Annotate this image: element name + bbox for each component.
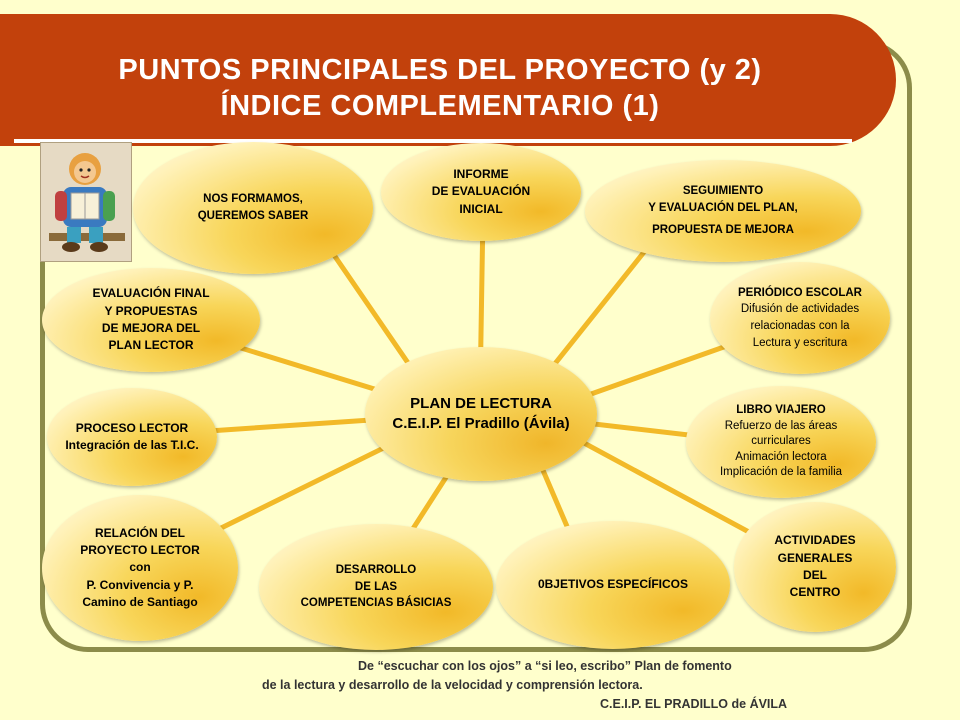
node-actividades-line2: GENERALES <box>777 550 853 565</box>
node-evaluacion-line1: EVALUACIÓN FINAL <box>92 286 210 301</box>
footer-line3: C.E.I.P. EL PRADILLO de ÁVILA <box>600 697 788 711</box>
node-relacion-line4: P. Convivencia y P. <box>86 577 194 592</box>
center-node <box>365 347 597 481</box>
node-formamos <box>133 142 373 274</box>
node-relacion-line3: con <box>129 560 151 575</box>
reading-child-icon <box>41 143 131 261</box>
node-libro-line2: Refuerzo de las áreas <box>724 419 838 432</box>
node-periodico-line3: relacionadas con la <box>750 320 850 332</box>
center-subtitle: C.E.I.P. El Pradillo (Ávila) <box>392 415 570 432</box>
node-formamos-line1: NOS FORMAMOS, <box>203 193 303 206</box>
node-actividades <box>734 502 896 632</box>
node-seguimiento <box>585 160 861 262</box>
node-relacion-line5: Camino de Santiago <box>82 595 198 610</box>
node-informe-line1: INFORME <box>453 166 509 181</box>
node-seguimiento-line1: SEGUIMIENTO <box>682 184 764 197</box>
node-objetivos-line1: 0BJETIVOS ESPECÍFICOS <box>537 577 689 592</box>
center-title: PLAN DE LECTURA <box>410 394 552 412</box>
node-relacion-line2: PROYECTO LECTOR <box>80 542 200 557</box>
page-title: PUNTOS PRINCIPALES DEL PROYECTO (y 2) <box>118 54 762 86</box>
node-libro-line3: curriculares <box>751 435 811 448</box>
node-informe-line3: INICIAL <box>459 201 503 216</box>
node-evaluacion-line3: DE MEJORA DEL <box>101 321 201 335</box>
node-libro-line5: Implicación de la familia <box>719 466 843 479</box>
node-desarrollo <box>259 524 493 650</box>
node-proceso-line2: Integración de las T.I.C. <box>65 438 199 452</box>
node-actividades-line1: ACTIVIDADES <box>774 533 856 548</box>
mascot-illustration <box>40 142 132 262</box>
node-desarrollo-line1: DESARROLLO <box>335 563 417 576</box>
node-seguimiento-line2: Y EVALUACIÓN DEL PLAN, <box>648 201 798 214</box>
node-proceso-line1: PROCESO LECTOR <box>75 420 189 435</box>
node-libro-line1: LIBRO VIAJERO <box>736 404 826 417</box>
node-periodico-line2: Difusión de actividades <box>740 303 860 316</box>
node-objetivos <box>496 521 730 649</box>
node-relacion <box>42 495 238 641</box>
node-periodico-line4: Lectura y escritura <box>752 336 848 349</box>
node-evaluacion-line4: PLAN LECTOR <box>108 338 194 353</box>
node-evaluacion-line2: Y PROPUESTAS <box>104 303 198 318</box>
node-desarrollo-line2: DE LAS <box>354 580 398 593</box>
node-actividades-line4: CENTRO <box>789 585 841 600</box>
node-periodico-line1: PERIÓDICO ESCOLAR <box>738 286 862 299</box>
page-subtitle: ÍNDICE COMPLEMENTARIO (1) <box>220 90 660 122</box>
node-formamos-line2: QUEREMOS SABER <box>197 210 309 222</box>
node-informe <box>381 143 581 241</box>
node-evaluacion <box>42 268 260 372</box>
node-libro <box>686 386 876 498</box>
node-libro-line4: Animación lectora <box>735 450 827 463</box>
node-seguimiento-line3: PROPUESTA DE MEJORA <box>652 224 794 237</box>
node-proceso <box>47 388 217 486</box>
node-desarrollo-line3: COMPETENCIAS BÁSICIAS <box>300 597 452 610</box>
node-informe-line2: DE EVALUACIÓN <box>431 184 531 199</box>
node-relacion-line1: RELACIÓN DEL <box>95 525 185 540</box>
footer-line2: de la lectura y desarrollo de la velocidad y comprensión lectora. <box>262 678 643 692</box>
footer-line1: De “escuchar con los ojos” a “si leo, escribo” Plan de fomento <box>358 659 732 673</box>
node-periodico <box>710 262 890 374</box>
node-actividades-line3: DEL <box>803 568 827 582</box>
